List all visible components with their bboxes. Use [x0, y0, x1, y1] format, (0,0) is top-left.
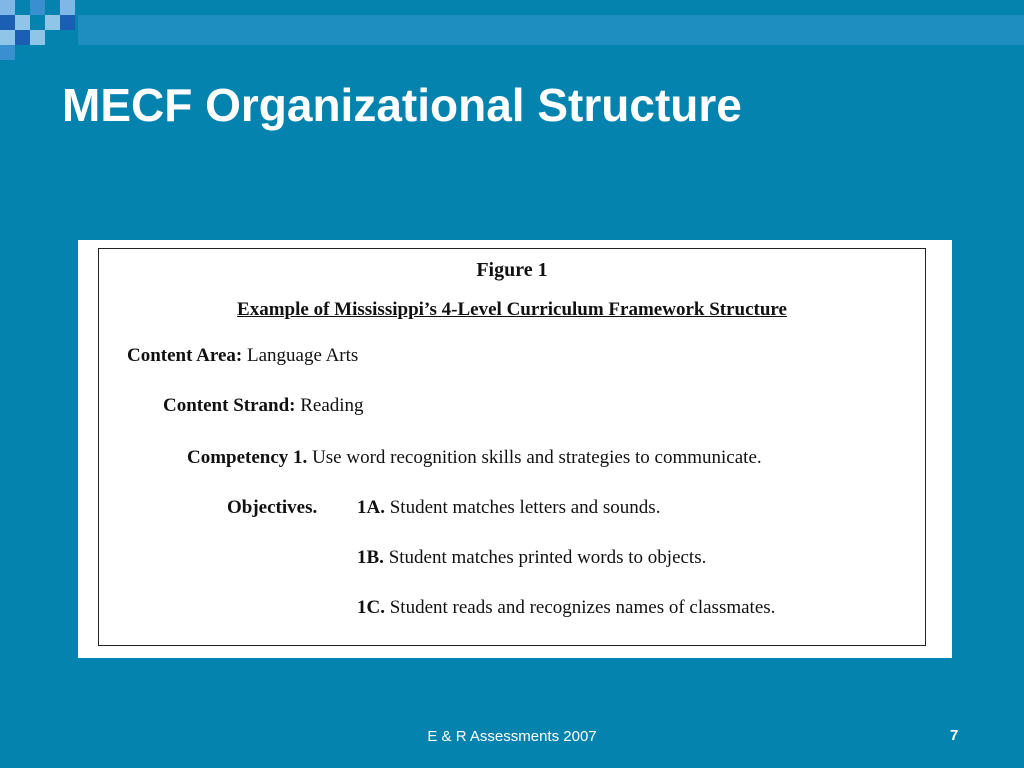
- objectives-label-row: [227, 497, 317, 519]
- figure-subtitle: Example of Mississippi’s 4-Level Curriculum Framework Structure: [237, 299, 787, 320]
- content-strand-label: Content Strand:: [163, 395, 296, 416]
- objective-text: Student matches letters and sounds.: [389, 497, 661, 518]
- competency-row: [187, 447, 762, 469]
- content-area-value: Language Arts: [246, 345, 359, 366]
- objectives-label: Objectives.: [227, 497, 318, 518]
- objective-text: Student matches printed words to objects.: [388, 547, 707, 568]
- content-strand-value: Reading: [300, 395, 364, 416]
- figure-image: [78, 240, 952, 658]
- content-area-row: [127, 345, 358, 367]
- objective-code: 1C.: [357, 597, 385, 618]
- objective-code: 1A.: [357, 497, 385, 518]
- slide-footer: E & R Assessments 2007: [427, 728, 597, 745]
- competency-value: Use word recognition skills and strategies to communicate.: [312, 447, 762, 468]
- objective-item: [357, 547, 706, 569]
- figure-frame: [98, 248, 926, 646]
- content-strand-row: [163, 395, 364, 417]
- content-area-label: Content Area:: [127, 345, 243, 366]
- objective-code: 1B.: [357, 547, 384, 568]
- figure-title: Figure 1: [476, 259, 548, 281]
- slide-number: 7: [950, 727, 959, 744]
- objective-item: [357, 597, 775, 619]
- objective-item: [357, 497, 660, 519]
- slide-title: MECF Organizational Structure: [62, 79, 742, 131]
- competency-label: Competency 1.: [187, 447, 308, 468]
- objective-text: Student reads and recognizes names of classmates.: [389, 597, 776, 618]
- header-band: [78, 15, 1024, 45]
